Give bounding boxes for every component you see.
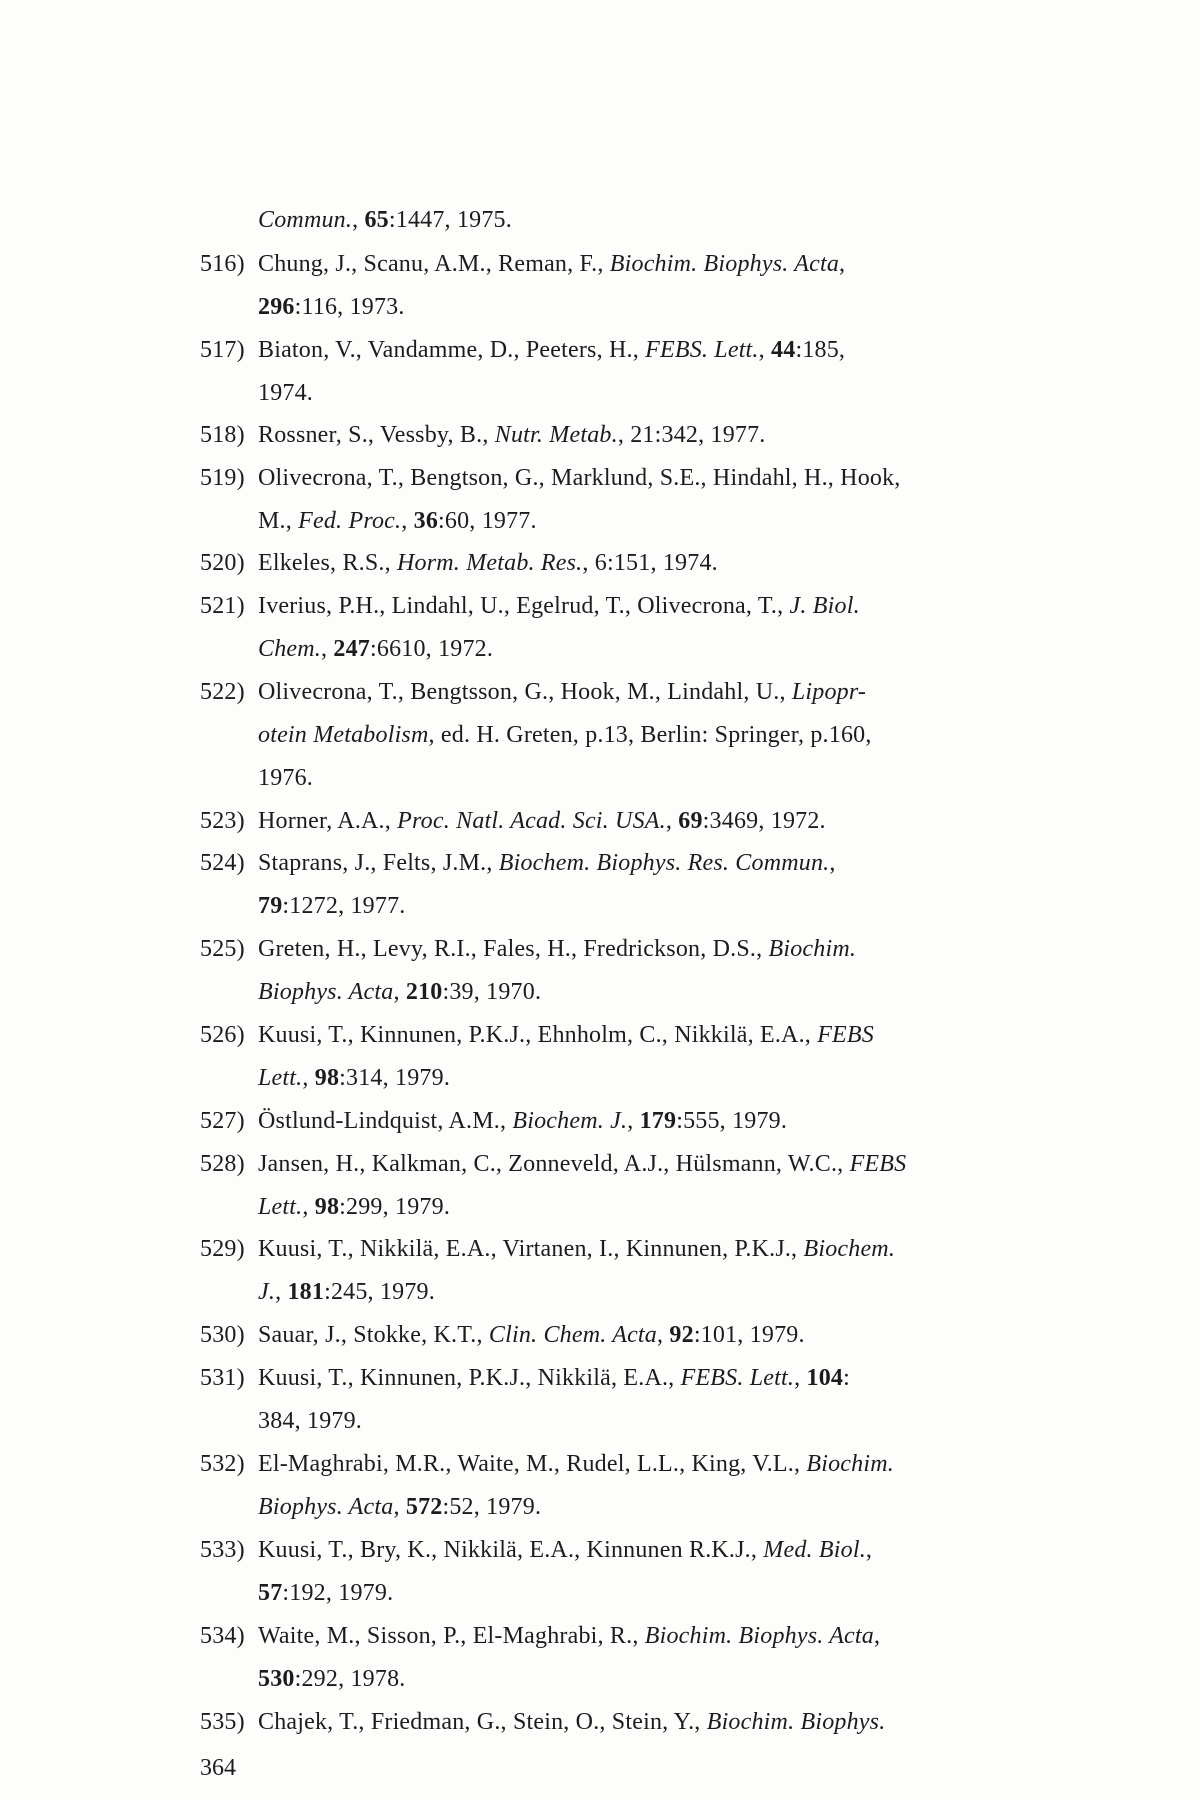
reference-number: 519) <box>200 465 245 491</box>
reference-number: 534) <box>200 1623 245 1649</box>
reference-text: Kuusi, T., Bry, K., Nikkilä, E.A., Kinnunen R.K.J., Med. Biol., <box>258 1537 873 1563</box>
reference-text: otein Metabolism, ed. H. Greten, p.13, Berlin: Springer, p.160, <box>258 722 872 748</box>
reference-text: 79:1272, 1977. <box>258 893 406 919</box>
reference-text: Kuusi, T., Nikkilä, E.A., Virtanen, I., Kinnunen, P.K.J., Biochem. <box>258 1236 896 1262</box>
reference-number: 526) <box>200 1022 245 1048</box>
reference-number: 527) <box>200 1108 245 1134</box>
reference-text: 530:292, 1978. <box>258 1666 406 1692</box>
reference-text: Chung, J., Scanu, A.M., Reman, F., Biochim. Biophys. Acta, <box>258 251 846 277</box>
reference-text: Kuusi, T., Kinnunen, P.K.J., Ehnholm, C., Nikkilä, E.A., FEBS <box>258 1022 874 1048</box>
reference-number: 531) <box>200 1365 245 1391</box>
reference-number: 516) <box>200 251 245 277</box>
reference-text: El-Maghrabi, M.R., Waite, M., Rudel, L.L., King, V.L., Biochim. <box>258 1451 894 1477</box>
reference-number: 520) <box>200 550 245 576</box>
reference-text: Lett., 98:299, 1979. <box>258 1194 451 1220</box>
reference-text: Greten, H., Levy, R.I., Fales, H., Fredrickson, D.S., Biochim. <box>258 936 857 962</box>
reference-text: Sauar, J., Stokke, K.T., Clin. Chem. Acta, 92:101, 1979. <box>258 1322 805 1348</box>
reference-text: 384, 1979. <box>258 1408 362 1434</box>
reference-text: 1976. <box>258 765 313 791</box>
reference-text: Iverius, P.H., Lindahl, U., Egelrud, T., Olivecrona, T., J. Biol. <box>258 593 860 619</box>
reference-text: Olivecrona, T., Bengtsson, G., Hook, M., Lindahl, U., Lipopr- <box>258 679 867 705</box>
reference-number: 521) <box>200 593 245 619</box>
reference-number: 522) <box>200 679 245 705</box>
reference-text: Jansen, H., Kalkman, C., Zonneveld, A.J., Hülsmann, W.C., FEBS <box>258 1151 907 1177</box>
reference-text: Biaton, V., Vandamme, D., Peeters, H., FEBS. Lett., 44:185, <box>258 337 846 363</box>
reference-text: Commun., 65:1447, 1975. <box>258 207 512 233</box>
reference-number: 528) <box>200 1151 245 1177</box>
reference-number: 523) <box>200 808 245 834</box>
reference-text: Horner, A.A., Proc. Natl. Acad. Sci. USA., 69:3469, 1972. <box>258 808 826 834</box>
reference-text: Elkeles, R.S., Horm. Metab. Res., 6:151, 1974. <box>258 550 718 576</box>
reference-number: 518) <box>200 422 245 448</box>
reference-number: 529) <box>200 1236 245 1262</box>
reference-text: Kuusi, T., Kinnunen, P.K.J., Nikkilä, E.A., FEBS. Lett., 104: <box>258 1365 850 1391</box>
reference-number: 524) <box>200 850 245 876</box>
reference-text: M., Fed. Proc., 36:60, 1977. <box>258 508 537 534</box>
reference-text: Staprans, J., Felts, J.M., Biochem. Biophys. Res. Commun., <box>258 850 836 876</box>
reference-number: 532) <box>200 1451 245 1477</box>
reference-text: 296:116, 1973. <box>258 294 405 320</box>
reference-number: 535) <box>200 1709 245 1735</box>
page-number: 364 <box>200 1755 236 1781</box>
reference-text: 1974. <box>258 380 313 406</box>
reference-text: Biophys. Acta, 210:39, 1970. <box>258 979 542 1005</box>
reference-text: Chajek, T., Friedman, G., Stein, O., Stein, Y., Biochim. Biophys. <box>258 1709 886 1735</box>
reference-text: 57:192, 1979. <box>258 1580 394 1606</box>
reference-text: Biophys. Acta, 572:52, 1979. <box>258 1494 542 1520</box>
reference-text: Olivecrona, T., Bengtson, G., Marklund, S.E., Hindahl, H., Hook, <box>258 465 901 491</box>
reference-number: 533) <box>200 1537 245 1563</box>
reference-text: Lett., 98:314, 1979. <box>258 1065 451 1091</box>
reference-number: 517) <box>200 337 245 363</box>
reference-text: Chem., 247:6610, 1972. <box>258 636 494 662</box>
reference-text: J., 181:245, 1979. <box>258 1279 435 1305</box>
reference-text: Östlund-Lindquist, A.M., Biochem. J., 179:555, 1979. <box>258 1108 788 1134</box>
reference-number: 530) <box>200 1322 245 1348</box>
reference-number: 525) <box>200 936 245 962</box>
reference-text: Waite, M., Sisson, P., El-Maghrabi, R., Biochim. Biophys. Acta, <box>258 1623 881 1649</box>
reference-text: Rossner, S., Vessby, B., Nutr. Metab., 21:342, 1977. <box>258 422 766 448</box>
